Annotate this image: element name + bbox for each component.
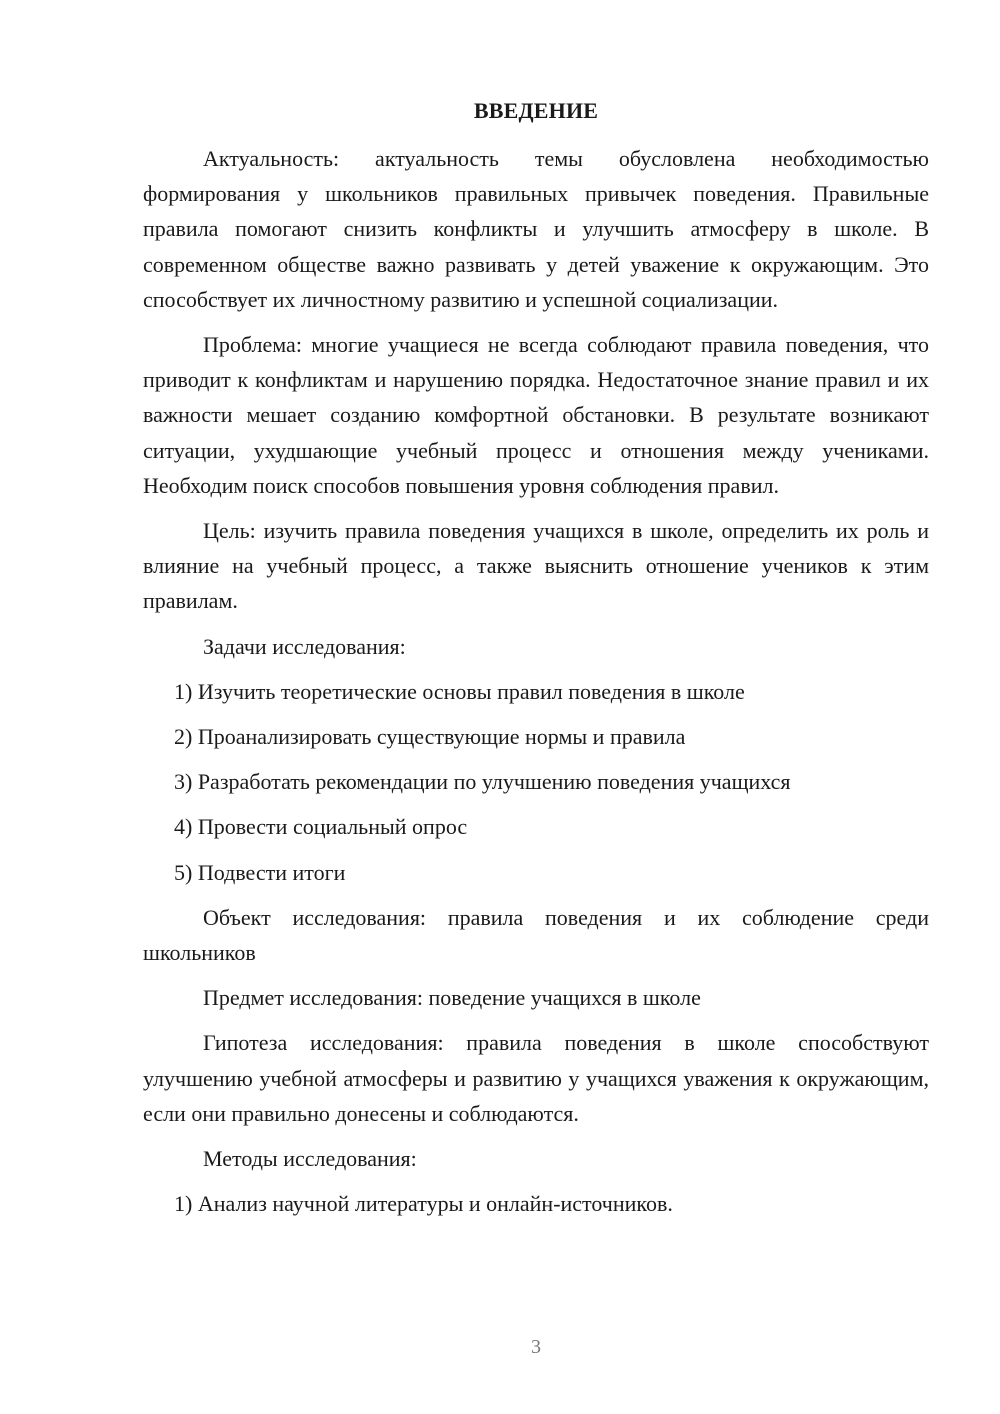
goal-paragraph: Цель: изучить правила поведения учащихся в школе, определить их роль и влияние на учебный процесс, а также выяснить отношение учеников к этим правилам. <box>143 518 929 614</box>
task-item-3: 3) Разработать рекомендации по улучшению поведения учащихся <box>174 769 791 795</box>
problem-paragraph: Проблема: многие учащиеся не всегда соблюдают правила поведения, что приводит к конфликтам и нарушению порядка. Недостаточное знание правил и их важности мешает созданию комфортной обстановки. В результате возникают ситуации, ухудшающие учебный процесс и отношения между учениками. Необходим поиск способов повышения уровня соблюдения правил. <box>143 332 929 498</box>
tasks-label: Задачи исследования: <box>203 633 406 659</box>
task-item-2: 2) Проанализировать существующие нормы и правила <box>174 724 686 750</box>
task-item-5: 5) Подвести итоги <box>174 859 346 885</box>
document-body <box>143 141 929 1231</box>
page-number: 3 <box>531 1336 541 1358</box>
relevance-paragraph: Актуальность: актуальность темы обусловлена необходимостью формирования у школьников правильных привычек поведения. Правильные правила помогают снизить конфликты и улучшить атмосферу в школе. В современном обществе важно развивать у детей уважение к окружающим. Это способствует их личностному развитию и успешной социализации. <box>143 146 929 312</box>
task-item-4: 4) Провести социальный опрос <box>174 814 468 840</box>
task-item-1: 1) Изучить теоретические основы правил поведения в школе <box>174 678 745 704</box>
method-item-1: 1) Анализ научной литературы и онлайн-источников. <box>174 1191 673 1217</box>
subject-paragraph: Предмет исследования: поведение учащихся в школе <box>203 985 701 1011</box>
methods-label: Методы исследования: <box>203 1146 417 1172</box>
section-heading: ВВЕДЕНИЕ <box>473 98 599 123</box>
object-paragraph: Объект исследования: правила поведения и их соблюдение среди школьников <box>143 904 929 966</box>
hypothesis-paragraph: Гипотеза исследования: правила поведения в школе способствуют улучшению учебной атмосферы и развитию у учащихся уважения к окружающим, если они правильно донесены и соблюдаются. <box>143 1030 929 1126</box>
